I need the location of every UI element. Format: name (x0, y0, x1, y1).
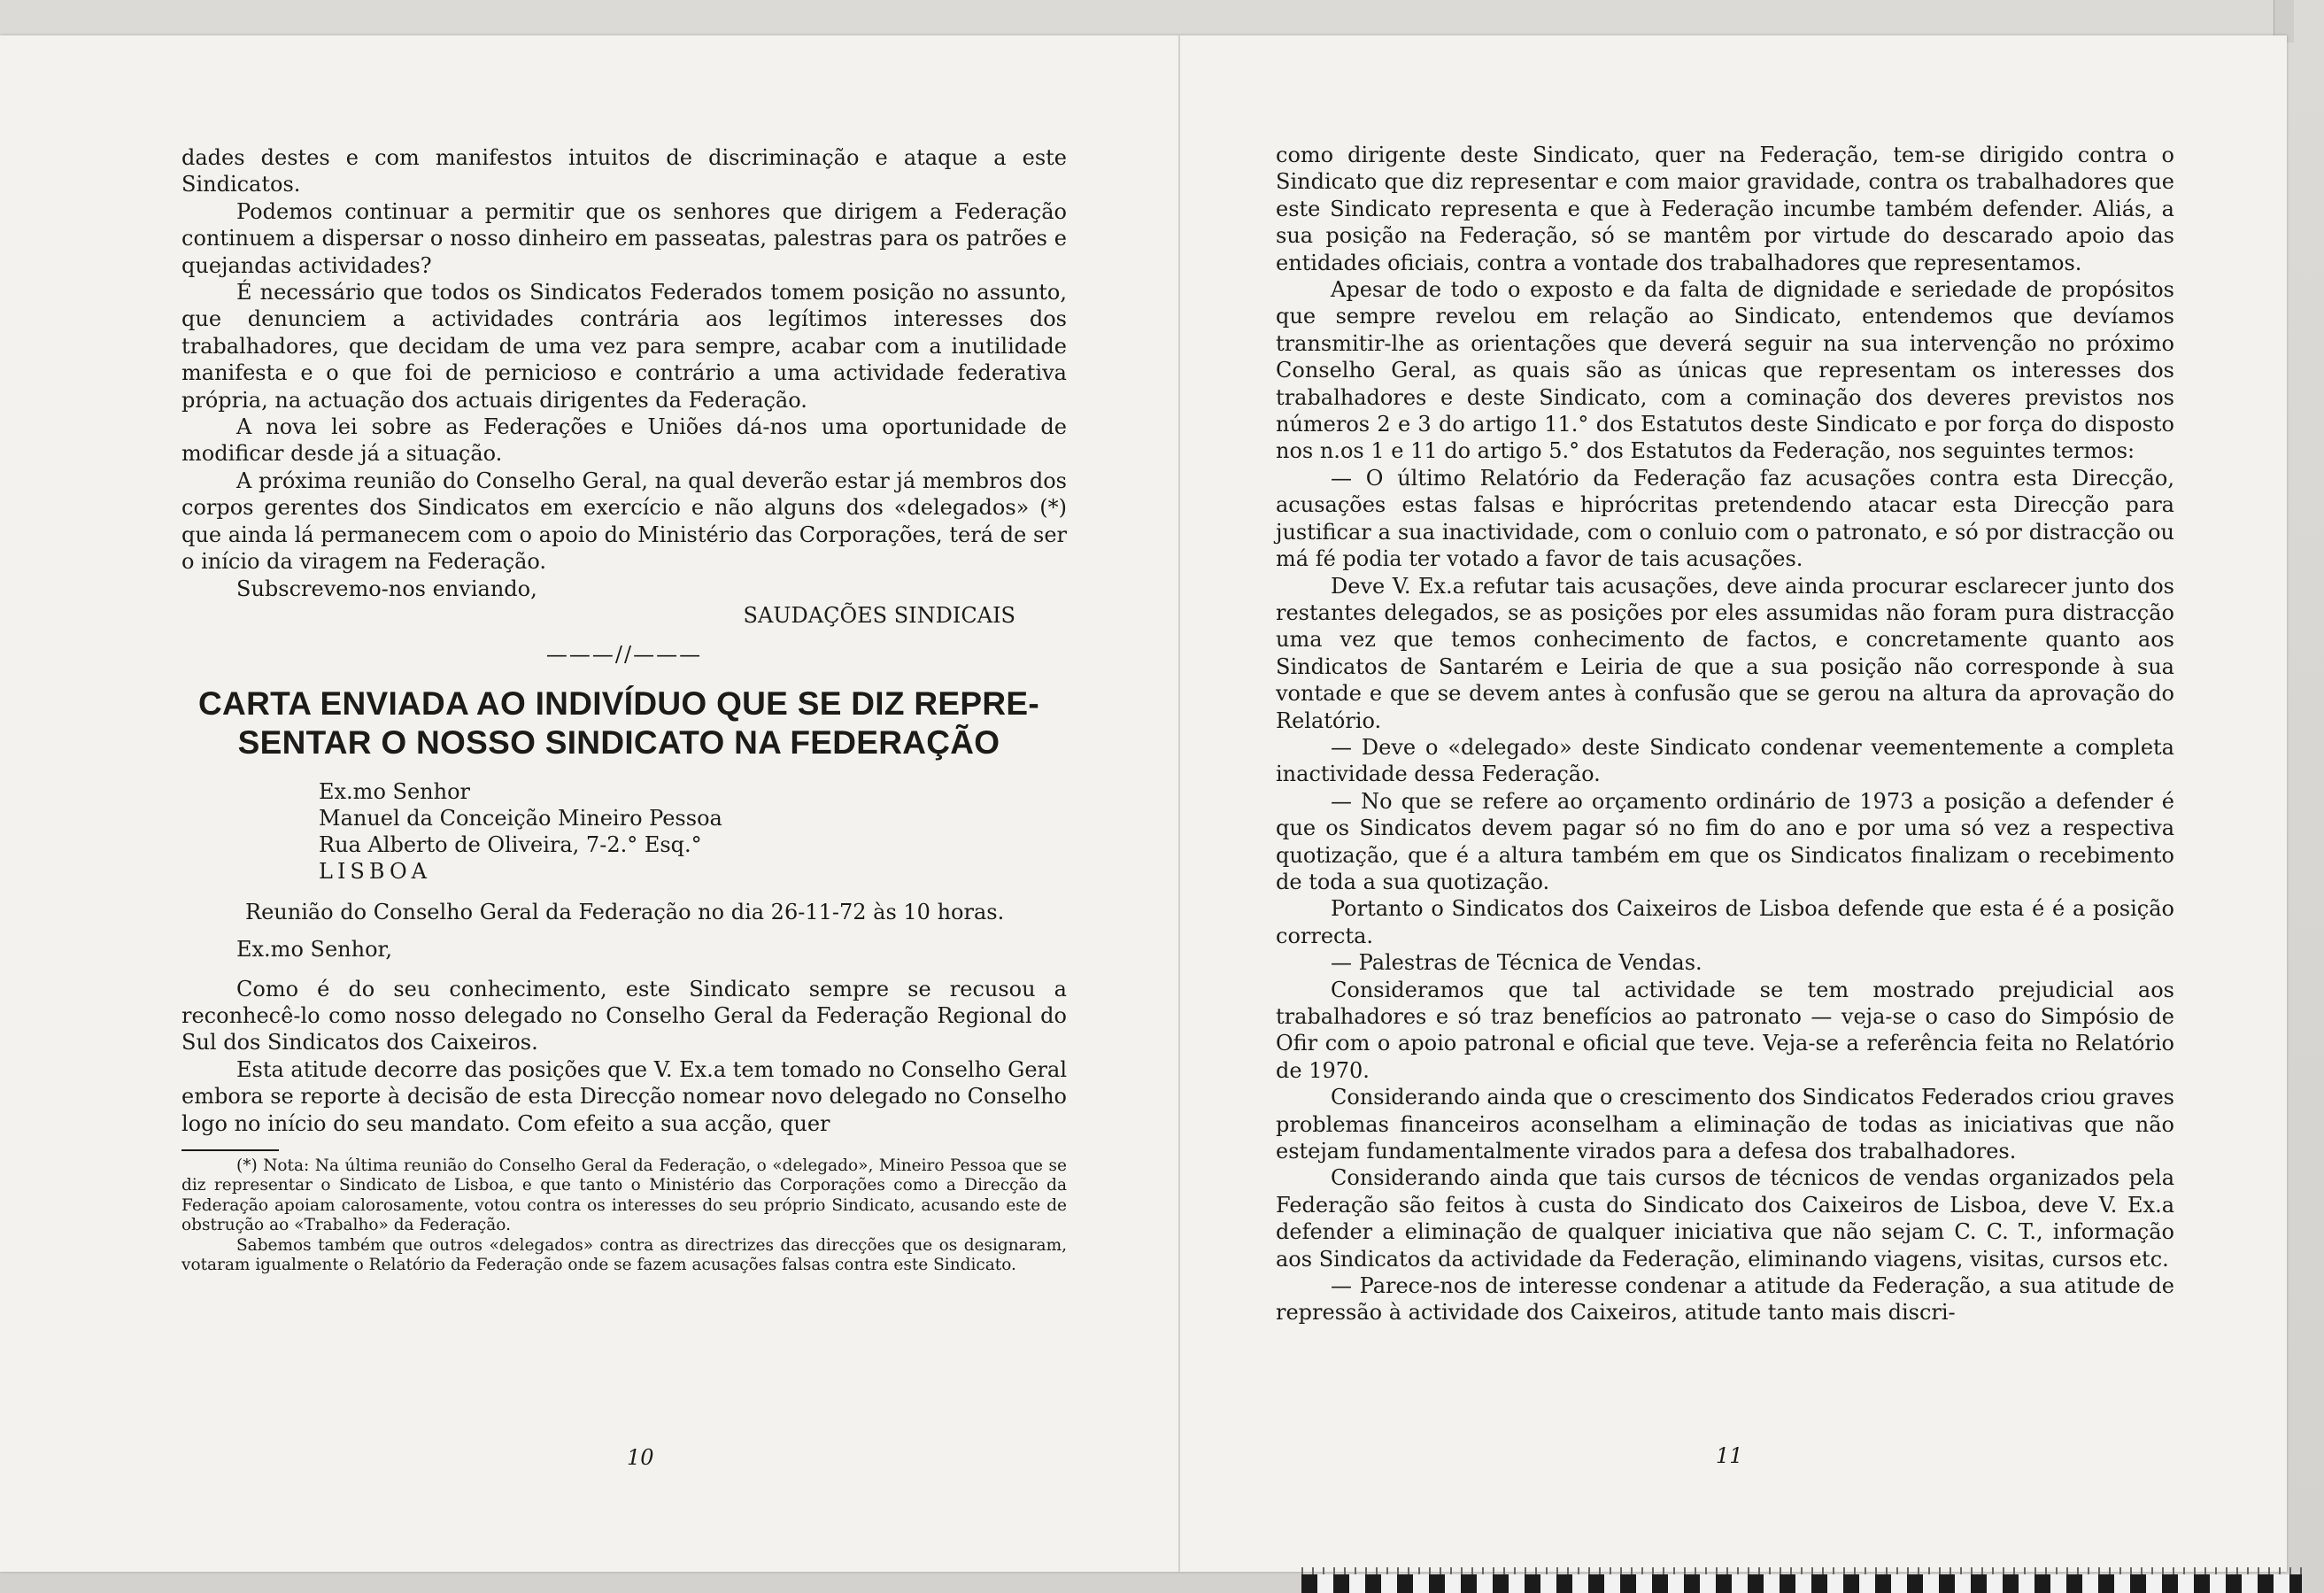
paragraph: Consideramos que tal actividade se tem mostrado prejudicial aos trabalhadores e só traz benefícios ao patronato — veja-se o caso do Simpósio de Ofir com o apoio patronal e oficial que teve. Veja-se a referência feita no Relatório de 1970. (1276, 977, 2174, 1083)
headline (171, 684, 1067, 762)
right-page (1180, 35, 2287, 1572)
meeting-line: Reunião do Conselho Geral da Federação no dia 26-11-72 às 10 horas. (245, 899, 1005, 924)
paragraph: Como é do seu conhecimento, este Sindicato sempre se recusou a reconhecê-lo como nosso delegado no Conselho Geral da Federação Regional do Sul dos Sindicatos dos Caixeiros. (181, 976, 1067, 1056)
address-block (319, 778, 1067, 885)
headline-line-2: SENTAR O NOSSO SINDICATO NA FEDERAÇÃO (237, 723, 1000, 761)
address-street: Rua Alberto de Oliveira, 7-2.° Esq.° (319, 831, 702, 857)
address-salutation: Ex.mo Senhor (319, 778, 470, 804)
signoff: SAUDAÇÕES SINDICAIS (743, 602, 1015, 628)
right-text-column (1276, 142, 2174, 1326)
paragraph: Podemos continuar a permitir que os senhores que dirigem a Federação continuem a dispersar o nosso dinheiro em passeatas, palestras para os patrões e quejandas actividades? (181, 198, 1067, 278)
page-number: 11 (1716, 1443, 1743, 1468)
paragraph: Deve V. Ex.a refutar tais acusações, deve ainda procurar esclarecer junto dos restantes delegados, se as posições por eles assumidas não foram pura distracção uma vez que temos conhecimento de factos, e concretamente quanto aos Sindicatos de Santarém e Leiria de que a sua posição não corresponde à sua vontade e que se devem antes à confusão que se gerou na altura da aprovação do Relatório. (1276, 573, 2174, 733)
paragraph: dades destes e com manifestos intuitos de discriminação e ataque a este Sindicatos. (181, 145, 1067, 197)
footnote: Sabemos também que outros «delegados» contra as directrizes das direcções que os designaram, votaram igualmente o Relatório da Federação onde se fazem acusações falsas contra este Sindicato. (181, 1235, 1067, 1274)
paragraph: — O último Relatório da Federação faz acusações contra esta Direcção, acusações estas falsas e hiprócritas pretendendo atacar esta Direcção para justificar a sua inactividade, com o conluio com o patronato, e só por distracção ou má fé podia ter votado a favor de tais acusações. (1276, 465, 2174, 572)
separator: ———//——— (545, 642, 703, 668)
paragraph: Apesar de todo o exposto e da falta de dignidade e seriedade de propósitos que sempre revelou em relação ao Sindicato, entendemos que devíamos transmitir-lhe as orientações que deverá seguir na sua intervenção no próximo Conselho Geral, as quais são as únicas que representam os interesses dos trabalhadores e deste Sindicato, com a cominação dos deveres previstos nos números 2 e 3 do artigo 11.° dos Estatutos deste Sindicato e por força do disposto nos n.os 1 e 11 do artigo 5.° dos Estatutos da Federação, nos seguintes termos: (1276, 277, 2174, 464)
paragraph: — No que se refere ao orçamento ordinário de 1973 a posição a defender é que os Sindicatos devem pagar só no fim do ano e por uma só vez a respectiva quotização, que é a altura também em que os Sindicatos finalizam o recebimento de toda a sua quotização. (1276, 788, 2174, 894)
address-name: Manuel da Conceição Mineiro Pessoa (319, 805, 722, 831)
footnote-rule (181, 1149, 279, 1151)
paragraph: Considerando ainda que tais cursos de técnicos de vendas organizados pela Federação são feitos à custa do Sindicato dos Caixeiros de Lisboa, deve V. Ex.a defender a eliminação de qualquer iniciativa que não sejam C. C. T., informação aos Sindicatos da actividade da Federação, eliminando viagens, visitas, cursos etc. (1276, 1165, 2174, 1272)
paragraph: Esta atitude decorre das posições que V. Ex.a tem tomado no Conselho Geral embora se reporte à decisão de esta Direcção nomear novo delegado no Conselho logo no início do seu mandato. Com efeito a sua acção, quer (181, 1056, 1067, 1136)
left-text-column (181, 144, 1067, 1275)
paragraph: Subscrevemo-nos enviando, (236, 576, 537, 601)
letter-greeting: Ex.mo Senhor, (236, 937, 392, 963)
paragraph: — Palestras de Técnica de Vendas. (1331, 950, 1702, 976)
footnote: (*) Nota: Na última reunião do Conselho Geral da Federação, o «delegado», Mineiro Pessoa que se diz representar o Sindicato de Lisboa, e que tanto o Ministério das Corporações como a Direcção da Federação apoiam calorosamente, votou contra os interesses do seu próprio Sindicato, acusando este de obstrução ao «Trabalho» da Federação. (181, 1156, 1067, 1235)
scale-ruler (1301, 1574, 2302, 1593)
paragraph: — Deve o «delegado» deste Sindicato condenar veementemente a completa inactividade dessa Federação. (1276, 734, 2174, 787)
left-page (0, 35, 1180, 1572)
address-city: LISBOA (319, 858, 431, 884)
paragraph: Considerando ainda que o crescimento dos Sindicatos Federados criou graves problemas financeiros aconselham a eliminação de todas as iniciativas que não estejam fundamentalmente virados para a defesa dos trabalhadores. (1276, 1085, 2174, 1164)
footnotes (181, 1156, 1067, 1275)
paragraph: É necessário que todos os Sindicatos Federados tomem posição no assunto, que denunciem a actividades contrária aos legítimos interesses dos trabalhadores, que decidam de uma vez para sempre, acabar com a inutilidade manifesta e o que foi de pernicioso e contrário a uma actividade federativa própria, na actuação dos actuais dirigentes da Federação. (181, 280, 1067, 413)
paragraph: — Parece-nos de interesse condenar a atitude da Federação, a sua atitude de repressão à actividade dos Caixeiros, atitude tanto mais discri- (1276, 1273, 2174, 1326)
paragraph: como dirigente deste Sindicato, quer na Federação, tem-se dirigido contra o Sindicato que diz representar e com maior gravidade, contra os trabalhadores que este Sindicato representa e que à Federação incumbe também defender. Aliás, a sua posição na Federação, só se mantêm por virtude do descarado apoio das entidades oficiais, contra a vontade dos trabalhadores que representamos. (1276, 143, 2174, 275)
page-number: 10 (627, 1445, 654, 1470)
scale-ruler-ticks (1301, 1567, 2302, 1574)
paragraph: A nova lei sobre as Federações e Uniões dá-nos uma oportunidade de modificar desde já a situação. (181, 414, 1067, 467)
paragraph: A próxima reunião do Conselho Geral, na qual deverão estar já membros dos corpos gerentes dos Sindicatos em exercício e não alguns dos «delegados» (*) que ainda lá permanecem com o apoio do Ministério das Corporações, terá de ser o início da viragem na Federação. (181, 468, 1067, 575)
headline-line-1: CARTA ENVIADA AO INDIVÍDUO QUE SE DIZ REPRE- (198, 684, 1039, 722)
paragraph: Portanto o Sindicatos dos Caixeiros de Lisboa defende que esta é é a posição correcta. (1276, 896, 2174, 948)
